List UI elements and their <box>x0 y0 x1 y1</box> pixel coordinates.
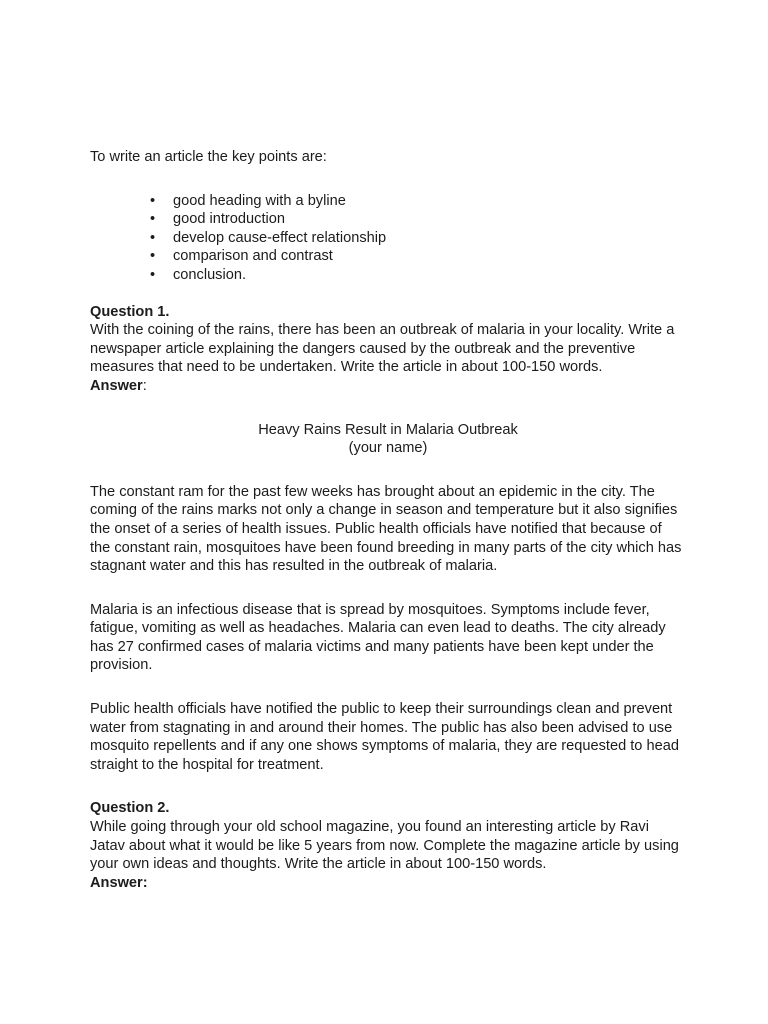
bullet-icon: • <box>150 211 156 228</box>
key-points-list <box>90 192 686 285</box>
article-title: Heavy Rains Result in Malaria Outbreak <box>258 421 518 438</box>
list-item <box>90 192 686 211</box>
article-byline: (your name) <box>348 440 428 457</box>
document-content <box>90 148 686 892</box>
article-heading-block <box>90 421 686 458</box>
question-2-section <box>90 799 686 892</box>
list-item <box>90 229 686 248</box>
question-1-heading: Question 1. <box>90 303 170 320</box>
article-paragraph: Public health officials have notified the public to keep their surroundings clean and prevent water from stagnating in and around their homes. The public has also been advised to use mosquito repellents and if any one shows symptoms of malaria, they are requested to head straight to the hospital for treatment. <box>90 701 679 773</box>
question-1-section <box>90 303 686 775</box>
answer-1-colon: : <box>142 377 147 394</box>
list-item <box>90 210 686 229</box>
question-2-heading: Question 2. <box>90 800 170 817</box>
answer-2-label: Answer: <box>90 874 148 891</box>
question-2-text: While going through your old school magazine, you found an interesting article by Ravi Jatav about what it would be like 5 years from now. Complete the magazine article by using your own ideas and thoughts. Write the article in about 100-150 words. <box>90 819 679 873</box>
answer-1-label: Answer <box>90 377 143 394</box>
list-item <box>90 266 686 285</box>
key-point-label: comparison and contrast <box>173 248 333 265</box>
key-point-label: develop cause-effect relationship <box>173 229 387 246</box>
article-paragraph: Malaria is an infectious disease that is spread by mosquitoes. Symptoms include fever, fatigue, vomiting as well as headaches. Malaria can even lead to deaths. The city already has 27 confirmed cases of malaria victims and many patients have been kept under the provision. <box>90 601 666 674</box>
list-item <box>90 247 686 266</box>
answer-1-line <box>90 377 686 396</box>
bullet-icon: • <box>150 266 156 283</box>
key-point-label: good heading with a byline <box>173 192 346 209</box>
key-point-label: conclusion. <box>173 266 247 283</box>
key-point-label: good introduction <box>173 211 285 228</box>
question-1-text: With the coining of the rains, there has been an outbreak of malaria in your locality. Write a newspaper article explaining the dangers caused by the outbreak and the preventive measures that need to be undertaken. Write the article in about 100-150 words. <box>90 322 675 376</box>
bullet-icon: • <box>150 248 156 265</box>
intro-text: To write an article the key points are: <box>90 149 327 165</box>
article-paragraph: The constant ram for the past few weeks has brought about an epidemic in the city. The coming of the rains marks not only a change in season and temperature but it also signifies the onset of a series of health issues. Public health officials have notified that because of the constant rain, mosquitoes have been found breeding in many parts of the city which has stagnant water and this has resulted in the outbreak of malaria. <box>90 483 682 575</box>
bullet-icon: • <box>150 192 156 209</box>
bullet-icon: • <box>150 229 156 246</box>
